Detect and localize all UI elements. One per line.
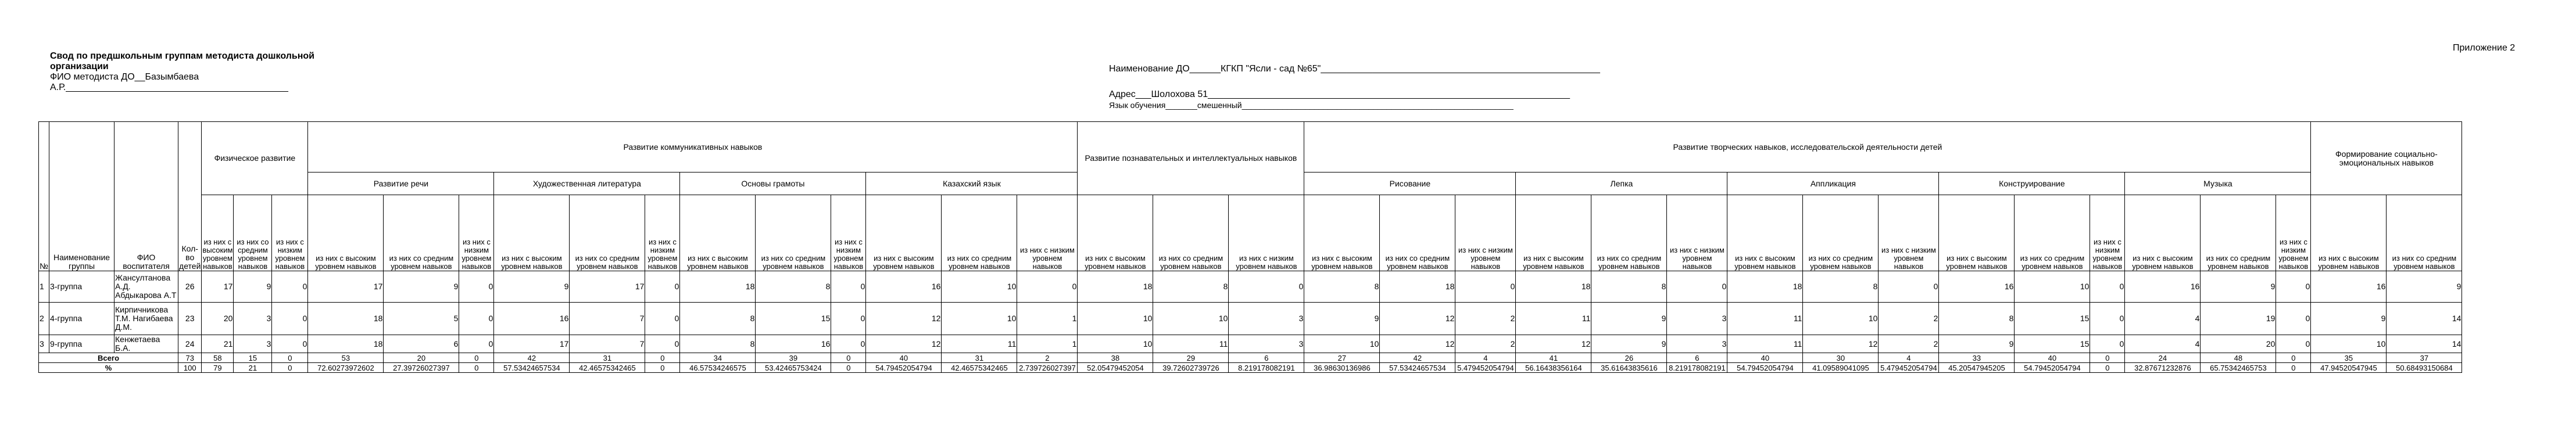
value-cell: 2 — [1455, 335, 1516, 353]
value-cell: 0 — [1667, 271, 1727, 303]
total-value-cell: 4 — [1455, 353, 1516, 363]
level-header-low: из них с низким уровнем навыков — [1879, 195, 1939, 271]
percent-value-cell: 0 — [459, 363, 494, 373]
level-header-low: из них с низким уровнем навыков — [272, 195, 308, 271]
value-cell: 3 — [1667, 303, 1727, 335]
value-cell: 16 — [2125, 271, 2201, 303]
total-count-cell: 73 — [178, 353, 202, 363]
percent-row — [39, 363, 2462, 373]
total-value-cell: 53 — [308, 353, 384, 363]
percent-value-cell: 32.87671232876 — [2125, 363, 2201, 373]
table-row — [39, 335, 2462, 353]
value-cell: 12 — [866, 303, 942, 335]
value-cell: 0 — [2090, 303, 2125, 335]
total-value-cell: 24 — [2125, 353, 2201, 363]
percent-value-cell: 47.94520547945 — [2311, 363, 2387, 373]
total-value-cell: 0 — [272, 353, 308, 363]
value-cell: 3 — [1229, 335, 1304, 353]
value-cell: 9 — [1304, 303, 1380, 335]
value-cell: 9 — [494, 271, 570, 303]
value-cell: 18 — [680, 271, 756, 303]
value-cell: 8 — [680, 303, 756, 335]
value-cell: 0 — [459, 303, 494, 335]
value-cell: 20 — [202, 303, 234, 335]
value-cell: 0 — [272, 335, 308, 353]
level-header-mid: из них со средним уровнем навыков — [2387, 195, 2462, 271]
value-cell: 9 — [1591, 335, 1667, 353]
value-cell: 0 — [645, 303, 680, 335]
total-value-cell: 42 — [1380, 353, 1455, 363]
appendix-label: Приложение 2 — [2453, 43, 2516, 53]
value-cell: 0 — [2090, 271, 2125, 303]
percent-value-cell: 0 — [645, 363, 680, 373]
header-group-name: Наименование группы — [49, 122, 115, 271]
group-name-cell: 4-группа — [49, 303, 115, 335]
total-value-cell: 30 — [1803, 353, 1879, 363]
total-row — [39, 353, 2462, 363]
value-cell: 17 — [570, 271, 645, 303]
teacher-name-cell: Кенжетаева Б.А. — [115, 335, 178, 353]
methodist-name-line2: А.Р.___________________________________________ — [50, 82, 288, 92]
value-cell: 14 — [2387, 303, 2462, 335]
value-cell: 0 — [459, 271, 494, 303]
teaching-language: Язык обучения_______смешенный____________________________________________________________ — [1109, 100, 1514, 110]
percent-value-cell: 41.09589041095 — [1803, 363, 1879, 373]
value-cell: 16 — [1939, 271, 2015, 303]
value-cell: 8 — [1591, 271, 1667, 303]
value-cell: 10 — [1153, 303, 1229, 335]
organization-address: Адрес___Шолохова 51______________________________________________________________________ — [1109, 89, 1570, 99]
value-cell: 10 — [942, 271, 1017, 303]
total-value-cell: 58 — [202, 353, 234, 363]
level-header-high: из них с высоким уровнем навыков — [494, 195, 570, 271]
value-cell: 9 — [2311, 303, 2387, 335]
header-children-count: Кол-во детей — [178, 122, 202, 271]
group-name-cell: 3-группа — [49, 271, 115, 303]
level-header-high: из них с высоким уровнем навыков — [680, 195, 756, 271]
value-cell: 2 — [1879, 335, 1939, 353]
value-cell: 16 — [2311, 271, 2387, 303]
percent-value-cell: 0 — [272, 363, 308, 373]
percent-value-cell: 39.72602739726 — [1153, 363, 1229, 373]
value-cell: 10 — [2311, 335, 2387, 353]
total-value-cell: 40 — [1727, 353, 1803, 363]
teacher-name-cell: Кирпичникова Т.М. Нагибаева Д.М. — [115, 303, 178, 335]
percent-value-cell: 5.479452054794 — [1879, 363, 1939, 373]
total-value-cell: 0 — [831, 353, 866, 363]
level-header-mid: из них со средним уровнем навыков — [2015, 195, 2090, 271]
header-kazakh-language: Казахский язык — [866, 173, 1078, 195]
value-cell: 10 — [1304, 335, 1380, 353]
percent-value-cell: 56.16438356164 — [1516, 363, 1591, 373]
percent-value-cell: 35.61643835616 — [1591, 363, 1667, 373]
value-cell: 11 — [1727, 335, 1803, 353]
level-header-low: из них с низким уровнем навыков — [459, 195, 494, 271]
value-cell: 10 — [2015, 271, 2090, 303]
percent-value-cell: 54.79452054794 — [1727, 363, 1803, 373]
total-value-cell: 38 — [1078, 353, 1153, 363]
level-header-mid: из них со средним уровнем навыков — [942, 195, 1017, 271]
value-cell: 0 — [831, 271, 866, 303]
level-header-low: из них с низким уровнем навыков — [1455, 195, 1516, 271]
percent-value-cell: 0 — [2276, 363, 2311, 373]
header-speech-development: Развитие речи — [308, 173, 494, 195]
value-cell: 0 — [459, 335, 494, 353]
organization-name: Наименование ДО______КГКП "Ясли - сад №65"______________________________________________________ — [1109, 64, 1600, 74]
value-cell: 18 — [308, 335, 384, 353]
summary-table-wrapper — [38, 121, 2462, 373]
value-cell: 5 — [384, 303, 459, 335]
value-cell: 4 — [2125, 335, 2201, 353]
header-construction: Конструирование — [1939, 173, 2125, 195]
level-header-mid: из них со средним уровнем навыков — [1591, 195, 1667, 271]
level-header-low: из них с низким уровнем навыков — [2090, 195, 2125, 271]
percent-value-cell: 42.46575342465 — [570, 363, 645, 373]
value-cell: 8 — [1939, 303, 2015, 335]
percent-value-cell: 45.20547945205 — [1939, 363, 2015, 373]
level-header-high: из них с высоким уровнем навыков — [1078, 195, 1153, 271]
value-cell: 0 — [645, 271, 680, 303]
table-row — [39, 271, 2462, 303]
level-header-high: из них с высоким уровнем навыков — [308, 195, 384, 271]
percent-value-cell: 54.79452054794 — [2015, 363, 2090, 373]
level-header-low: из них с низким уровнем навыков — [2276, 195, 2311, 271]
percent-value-cell: 21 — [234, 363, 272, 373]
value-cell: 4 — [2125, 303, 2201, 335]
value-cell: 0 — [1879, 271, 1939, 303]
header-physical-development: Физическое развитие — [202, 122, 308, 195]
value-cell: 16 — [756, 335, 831, 353]
percent-value-cell: 72.60273972602 — [308, 363, 384, 373]
total-value-cell: 6 — [1229, 353, 1304, 363]
value-cell: 12 — [1380, 303, 1455, 335]
total-value-cell: 4 — [1879, 353, 1939, 363]
value-cell: 16 — [494, 303, 570, 335]
value-cell: 0 — [272, 271, 308, 303]
total-value-cell: 33 — [1939, 353, 2015, 363]
value-cell: 21 — [202, 335, 234, 353]
total-value-cell: 34 — [680, 353, 756, 363]
total-value-cell: 31 — [942, 353, 1017, 363]
total-value-cell: 15 — [234, 353, 272, 363]
children-count-cell: 24 — [178, 335, 202, 353]
value-cell: 20 — [2201, 335, 2276, 353]
percent-value-cell: 8.219178082191 — [1667, 363, 1727, 373]
percent-value-cell: 0 — [2090, 363, 2125, 373]
value-cell: 10 — [1803, 303, 1879, 335]
header-cognitive-skills: Развитие познавательных и интеллектуальных навыков — [1078, 122, 1304, 195]
value-cell: 11 — [1153, 335, 1229, 353]
value-cell: 0 — [2276, 303, 2311, 335]
level-header-low: из них с низким уровнем навыков — [831, 195, 866, 271]
children-count-cell: 26 — [178, 271, 202, 303]
table-body — [39, 271, 2462, 373]
value-cell: 12 — [1380, 335, 1455, 353]
total-value-cell: 48 — [2201, 353, 2276, 363]
value-cell: 11 — [942, 335, 1017, 353]
level-header-mid: из них со средним уровнем навыков — [1153, 195, 1229, 271]
value-cell: 0 — [1017, 271, 1078, 303]
value-cell: 10 — [942, 303, 1017, 335]
header-social-emotional-skills: Формирование социально-эмоциональных навыков — [2311, 122, 2462, 195]
value-cell: 3 — [1229, 303, 1304, 335]
value-cell: 9 — [1939, 335, 2015, 353]
level-header-high: из них с высоким уровнем навыков — [1304, 195, 1380, 271]
value-cell: 1 — [1017, 303, 1078, 335]
value-cell: 3 — [234, 335, 272, 353]
percent-value-cell: 79 — [202, 363, 234, 373]
header-applique: Аппликация — [1727, 173, 1939, 195]
value-cell: 18 — [1516, 271, 1591, 303]
value-cell: 7 — [570, 335, 645, 353]
total-value-cell: 26 — [1591, 353, 1667, 363]
level-header-mid: из них со средним уровнем навыков — [234, 195, 272, 271]
percent-value-cell: 50.68493150684 — [2387, 363, 2462, 373]
value-cell: 0 — [831, 303, 866, 335]
value-cell: 19 — [2201, 303, 2276, 335]
level-header-low: из них с низким уровнем навыков — [1667, 195, 1727, 271]
value-cell: 15 — [2015, 335, 2090, 353]
value-cell: 9 — [1591, 303, 1667, 335]
total-value-cell: 0 — [645, 353, 680, 363]
total-value-cell: 35 — [2311, 353, 2387, 363]
total-label: Всего — [39, 353, 178, 363]
percent-label: % — [39, 363, 178, 373]
value-cell: 8 — [1803, 271, 1879, 303]
value-cell: 18 — [1078, 271, 1153, 303]
percent-value-cell: 36.98630136986 — [1304, 363, 1380, 373]
level-header-high: из них с высоким уровнем навыков — [202, 195, 234, 271]
value-cell: 9 — [2201, 271, 2276, 303]
percent-value-cell: 46.57534246575 — [680, 363, 756, 373]
level-header-high: из них с высоким уровнем навыков — [2311, 195, 2387, 271]
total-value-cell: 40 — [866, 353, 942, 363]
table-row — [39, 303, 2462, 335]
percent-count-cell: 100 — [178, 363, 202, 373]
percent-value-cell: 53.42465753424 — [756, 363, 831, 373]
header-modeling: Лепка — [1516, 173, 1727, 195]
value-cell: 10 — [1078, 335, 1153, 353]
value-cell: 15 — [2015, 303, 2090, 335]
value-cell: 8 — [756, 271, 831, 303]
value-cell: 16 — [866, 271, 942, 303]
total-value-cell: 37 — [2387, 353, 2462, 363]
row-number: 2 — [39, 303, 49, 335]
percent-value-cell: 2.739726027397 — [1017, 363, 1078, 373]
total-value-cell: 2 — [1017, 353, 1078, 363]
value-cell: 15 — [756, 303, 831, 335]
value-cell: 0 — [1455, 271, 1516, 303]
value-cell: 11 — [1727, 303, 1803, 335]
level-header-low: из них с низким уровнем навыков — [1017, 195, 1078, 271]
value-cell: 12 — [1516, 335, 1591, 353]
header-drawing: Рисование — [1304, 173, 1516, 195]
total-value-cell: 27 — [1304, 353, 1380, 363]
value-cell: 17 — [308, 271, 384, 303]
level-header-high: из них с высоким уровнем навыков — [1727, 195, 1803, 271]
value-cell: 0 — [831, 335, 866, 353]
total-value-cell: 20 — [384, 353, 459, 363]
header-teacher-name: ФИО воспитателя — [115, 122, 178, 271]
level-header-row — [39, 195, 2462, 271]
level-header-high: из них с высоким уровнем навыков — [866, 195, 942, 271]
percent-value-cell: 57.53424657534 — [1380, 363, 1455, 373]
value-cell: 0 — [2090, 335, 2125, 353]
total-value-cell: 6 — [1667, 353, 1727, 363]
teacher-name-cell: Жансултанова А.Д. Абдыкарова А.Т — [115, 271, 178, 303]
percent-value-cell: 54.79452054794 — [866, 363, 942, 373]
level-header-mid: из них со средним уровнем навыков — [1803, 195, 1879, 271]
value-cell: 7 — [570, 303, 645, 335]
percent-value-cell: 52.05479452054 — [1078, 363, 1153, 373]
value-cell: 8 — [680, 335, 756, 353]
level-header-mid: из них со средним уровнем навыков — [384, 195, 459, 271]
percent-value-cell: 27.39726027397 — [384, 363, 459, 373]
level-header-mid: из них со средним уровнем навыков — [2201, 195, 2276, 271]
value-cell: 3 — [234, 303, 272, 335]
total-value-cell: 0 — [2276, 353, 2311, 363]
value-cell: 12 — [866, 335, 942, 353]
value-cell: 18 — [1727, 271, 1803, 303]
total-value-cell: 0 — [459, 353, 494, 363]
level-header-mid: из них со средним уровнем навыков — [756, 195, 831, 271]
percent-value-cell: 42.46575342465 — [942, 363, 1017, 373]
header-creative-skills: Развитие творческих навыков, исследовательской деятельности детей — [1304, 122, 2311, 173]
level-header-mid: из них со средним уровнем навыков — [1380, 195, 1455, 271]
percent-value-cell: 8.219178082191 — [1229, 363, 1304, 373]
header-number: № — [39, 122, 49, 271]
row-number: 3 — [39, 335, 49, 353]
level-header-low: из них с низким уровнем навыков — [1229, 195, 1304, 271]
value-cell: 14 — [2387, 335, 2462, 353]
value-cell: 11 — [1516, 303, 1591, 335]
organization-header — [1109, 64, 1632, 110]
value-cell: 0 — [2276, 271, 2311, 303]
total-value-cell: 31 — [570, 353, 645, 363]
percent-value-cell: 57.53424657534 — [494, 363, 570, 373]
value-cell: 8 — [1304, 271, 1380, 303]
value-cell: 3 — [1667, 335, 1727, 353]
value-cell: 0 — [1229, 271, 1304, 303]
level-header-high: из них с высоким уровнем навыков — [1939, 195, 2015, 271]
header-music: Музыка — [2125, 173, 2311, 195]
value-cell: 9 — [384, 271, 459, 303]
value-cell: 0 — [272, 303, 308, 335]
value-cell: 18 — [1380, 271, 1455, 303]
value-cell: 9 — [2387, 271, 2462, 303]
children-count-cell: 23 — [178, 303, 202, 335]
header-communicative-skills: Развитие коммуникативных навыков — [308, 122, 1078, 173]
total-value-cell: 29 — [1153, 353, 1229, 363]
value-cell: 2 — [1455, 303, 1516, 335]
summary-title-line1: Свод по предшкольным группам методиста дошкольной — [50, 51, 314, 61]
value-cell: 2 — [1879, 303, 1939, 335]
methodist-name: ФИО методиста ДО__Базымбаева — [50, 72, 199, 82]
row-number: 1 — [39, 271, 49, 303]
value-cell: 1 — [1017, 335, 1078, 353]
percent-value-cell: 5.479452054794 — [1455, 363, 1516, 373]
header-literature: Художественная литература — [494, 173, 680, 195]
summary-table — [38, 121, 2462, 373]
total-value-cell: 39 — [756, 353, 831, 363]
value-cell: 12 — [1803, 335, 1879, 353]
percent-value-cell: 0 — [831, 363, 866, 373]
total-value-cell: 0 — [2090, 353, 2125, 363]
value-cell: 0 — [2276, 335, 2311, 353]
value-cell: 0 — [645, 335, 680, 353]
level-header-mid: из них со средним уровнем навыков — [570, 195, 645, 271]
level-header-low: из них с низким уровнем навыков — [645, 195, 680, 271]
total-value-cell: 40 — [2015, 353, 2090, 363]
value-cell: 9 — [234, 271, 272, 303]
level-header-high: из них с высоким уровнем навыков — [1516, 195, 1591, 271]
summary-title-line2: организации — [50, 62, 109, 71]
value-cell: 6 — [384, 335, 459, 353]
level-header-high: из них с высоким уровнем навыков — [2125, 195, 2201, 271]
total-value-cell: 41 — [1516, 353, 1591, 363]
summary-header — [50, 51, 410, 93]
header-literacy-basics: Основы грамоты — [680, 173, 866, 195]
value-cell: 8 — [1153, 271, 1229, 303]
value-cell: 17 — [494, 335, 570, 353]
value-cell: 17 — [202, 271, 234, 303]
total-value-cell: 42 — [494, 353, 570, 363]
value-cell: 18 — [308, 303, 384, 335]
percent-value-cell: 65.75342465753 — [2201, 363, 2276, 373]
group-name-cell: 9-группа — [49, 335, 115, 353]
value-cell: 10 — [1078, 303, 1153, 335]
